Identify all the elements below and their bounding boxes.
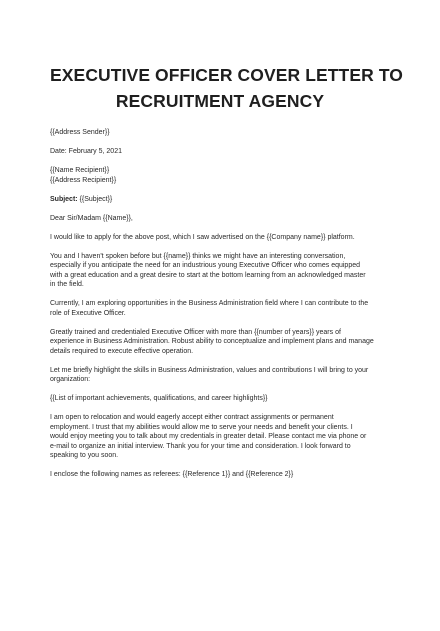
paragraph-line: in the field. <box>50 281 84 288</box>
paragraph-line: I enclose the following names as referees: {{Reference 1}} and {{Reference 2}} <box>50 471 294 478</box>
address-sender: {{Address Sender}} <box>50 129 110 136</box>
paragraph-line: would enjoy meeting you to talk about my credentials in greater detail. Please contact me via phone or <box>50 433 367 440</box>
paragraph-line: Let me briefly highlight the skills in Business Administration, values and contributions I will bring to your <box>50 366 369 374</box>
paragraph-line: organization: <box>50 376 91 383</box>
paragraph-line: I would like to apply for the above post, which I saw advertised on the {{Company name}} platform. <box>50 233 355 241</box>
paragraph-line: details required to execute effective operation. <box>50 347 194 355</box>
paragraph-line: Currently, I am exploring opportunities in the Business Administration field where I can contribute to the <box>50 300 369 307</box>
subject-line <box>50 195 390 205</box>
paragraph-line: especially if you anticipate the need for an industrious young Executive Officer who comes equipped <box>50 262 360 269</box>
paragraph-line: e-mail to organize an initial interview. Thank you for your time and consideration. I look forward to <box>50 442 351 450</box>
paragraph-line: Greatly trained and credentialed Executive Officer with more than {{number of years}} years of <box>50 328 341 336</box>
paragraph-line: employment. I trust that my abilities would allow me to serve your needs and benefit your clients. I <box>50 423 353 431</box>
subject-value: {{Subject}} <box>77 195 113 203</box>
paragraph-line: I am open to relocation and would eagerly accept either contract assignments or permanent <box>50 414 334 421</box>
letter-date: Date: February 5, 2021 <box>50 148 122 155</box>
paragraph-line: role of Executive Officer. <box>50 309 126 317</box>
title-line-2: RECRUITMENT AGENCY <box>115 91 325 111</box>
letter-page <box>0 62 440 631</box>
paragraph-line: You and I haven't spoken before but {{name}} thinks we might have an interesting conversation, <box>50 252 346 260</box>
paragraph-line: {{List of important achievements, qualifications, and career highlights}} <box>50 395 268 402</box>
page-title <box>50 62 404 114</box>
title-line-1: EXECUTIVE OFFICER COVER LETTER TO <box>50 65 404 85</box>
address-recipient: {{Address Recipient}} <box>50 176 117 184</box>
letter-body <box>50 128 390 480</box>
paragraph-line: experience in Business Administration. Robust ability to conceptualize and implement plans and manage <box>50 338 374 345</box>
salutation: Dear Sir/Madam {{Name}}, <box>50 214 133 222</box>
name-recipient: {{Name Recipient}} <box>50 167 110 174</box>
paragraph-line: with a great education and a great desire to start at the bottom learning from an acknowledged master <box>50 271 366 279</box>
paragraph-line: speaking to you soon. <box>50 452 119 459</box>
subject-label: Subject: <box>50 195 78 203</box>
